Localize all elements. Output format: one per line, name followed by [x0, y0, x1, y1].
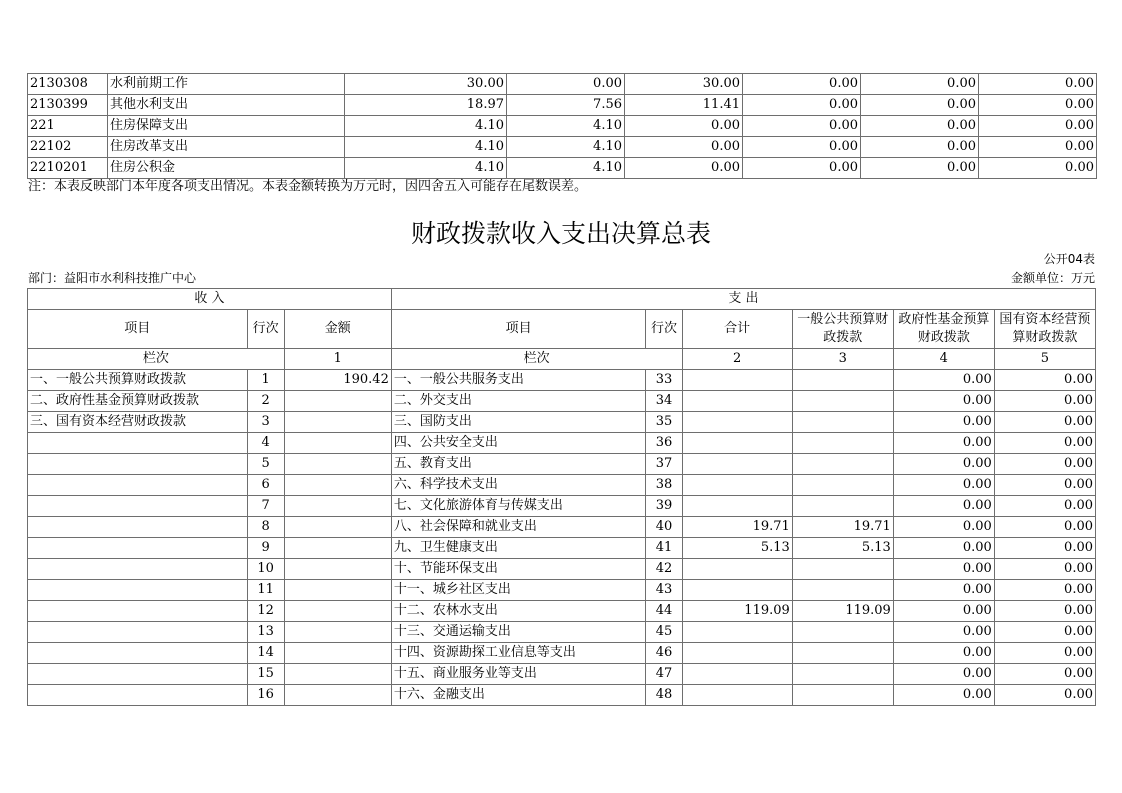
amount-cell: 0.00	[861, 74, 979, 95]
income-item	[28, 454, 248, 475]
gov-fund-amount: 0.00	[893, 475, 994, 496]
income-amount	[284, 517, 391, 538]
expense-line-no: 34	[646, 391, 682, 412]
state-capital-amount: 0.00	[994, 664, 1095, 685]
table-row	[28, 622, 1096, 643]
gov-fund-amount: 0.00	[893, 412, 994, 433]
general-budget-amount: 19.71	[792, 517, 893, 538]
table-row	[28, 475, 1096, 496]
department-label: 部门：益阳市水利科技推广中心	[28, 271, 197, 285]
income-item	[28, 433, 248, 454]
income-line-no: 11	[247, 580, 284, 601]
expense-item: 八、社会保障和就业支出	[391, 517, 646, 538]
general-budget-amount	[792, 622, 893, 643]
subject-name: 住房改革支出	[108, 137, 345, 158]
income-item	[28, 475, 248, 496]
table-row	[28, 559, 1096, 580]
expense-item: 十、节能环保支出	[391, 559, 646, 580]
expense-line-no-header: 行次	[646, 310, 682, 349]
total-amount	[682, 496, 792, 517]
expense-item: 十二、农林水支出	[391, 601, 646, 622]
table-row	[28, 137, 1097, 158]
header-row-sections	[28, 289, 1096, 310]
income-line-no: 1	[247, 370, 284, 391]
expense-item: 十五、商业服务业等支出	[391, 664, 646, 685]
expense-line-no: 35	[646, 412, 682, 433]
table-row	[28, 95, 1097, 116]
expense-line-no: 45	[646, 622, 682, 643]
amount-cell: 4.10	[345, 116, 507, 137]
state-capital-amount: 0.00	[994, 370, 1095, 391]
amount-cell: 0.00	[625, 137, 743, 158]
expense-item: 十三、交通运输支出	[391, 622, 646, 643]
income-line-no: 3	[247, 412, 284, 433]
state-capital-amount: 0.00	[994, 580, 1095, 601]
total-amount: 19.71	[682, 517, 792, 538]
income-line-no: 10	[247, 559, 284, 580]
amount-cell: 0.00	[979, 95, 1097, 116]
gov-fund-header: 政府性基金预算财政拨款	[893, 310, 994, 349]
income-item	[28, 517, 248, 538]
subject-code: 22102	[28, 137, 108, 158]
expense-item: 四、公共安全支出	[391, 433, 646, 454]
state-capital-amount: 0.00	[994, 643, 1095, 664]
state-capital-amount: 0.00	[994, 454, 1095, 475]
table-row	[28, 74, 1097, 95]
total-amount	[682, 622, 792, 643]
subject-code: 221	[28, 116, 108, 137]
amount-cell: 0.00	[861, 116, 979, 137]
gov-fund-amount: 0.00	[893, 538, 994, 559]
income-amount: 190.42	[284, 370, 391, 391]
income-item	[28, 664, 248, 685]
expense-line-no: 37	[646, 454, 682, 475]
expense-item: 七、文化旅游体育与传媒支出	[391, 496, 646, 517]
gov-fund-amount: 0.00	[893, 391, 994, 412]
income-amount	[284, 685, 391, 706]
total-header: 合计	[682, 310, 792, 349]
amount-cell: 0.00	[979, 74, 1097, 95]
expense-line-no: 42	[646, 559, 682, 580]
general-budget-amount: 5.13	[792, 538, 893, 559]
income-item	[28, 580, 248, 601]
subject-name: 其他水利支出	[108, 95, 345, 116]
total-amount	[682, 643, 792, 664]
table-row	[28, 643, 1096, 664]
total-amount: 5.13	[682, 538, 792, 559]
table-row	[28, 391, 1096, 412]
general-budget-amount	[792, 370, 893, 391]
summary-table-body	[28, 289, 1096, 706]
general-budget-amount	[792, 454, 893, 475]
income-amount	[284, 475, 391, 496]
income-item: 一、一般公共预算财政拨款	[28, 370, 248, 391]
amount-cell: 30.00	[345, 74, 507, 95]
amount-cell: 30.00	[625, 74, 743, 95]
total-amount	[682, 685, 792, 706]
amount-cell: 0.00	[861, 158, 979, 179]
col-index-3: 3	[792, 349, 893, 370]
general-budget-amount	[792, 643, 893, 664]
gov-fund-amount: 0.00	[893, 643, 994, 664]
total-amount: 119.09	[682, 601, 792, 622]
total-amount	[682, 475, 792, 496]
income-line-no: 2	[247, 391, 284, 412]
amount-cell: 0.00	[743, 158, 861, 179]
amount-cell: 4.10	[507, 137, 625, 158]
table-row	[28, 601, 1096, 622]
general-budget-amount: 119.09	[792, 601, 893, 622]
income-amount	[284, 559, 391, 580]
income-line-no: 5	[247, 454, 284, 475]
gov-fund-amount: 0.00	[893, 580, 994, 601]
expense-item: 十四、资源勘探工业信息等支出	[391, 643, 646, 664]
subject-name: 住房公积金	[108, 158, 345, 179]
amount-cell: 0.00	[743, 95, 861, 116]
amount-cell: 4.10	[507, 116, 625, 137]
expense-line-no: 40	[646, 517, 682, 538]
expenditure-detail-body	[28, 74, 1097, 179]
expense-item-header: 项目	[391, 310, 646, 349]
gov-fund-amount: 0.00	[893, 685, 994, 706]
gov-fund-amount: 0.00	[893, 433, 994, 454]
amount-cell: 0.00	[861, 95, 979, 116]
total-amount	[682, 580, 792, 601]
gov-fund-amount: 0.00	[893, 559, 994, 580]
expense-item: 五、教育支出	[391, 454, 646, 475]
income-line-no: 6	[247, 475, 284, 496]
col-index-5: 5	[994, 349, 1095, 370]
expense-line-no: 44	[646, 601, 682, 622]
subject-name: 水利前期工作	[108, 74, 345, 95]
form-code: 公开04表	[1043, 252, 1095, 266]
income-item	[28, 601, 248, 622]
gov-fund-amount: 0.00	[893, 496, 994, 517]
amount-cell: 0.00	[743, 74, 861, 95]
income-col-label: 栏次	[28, 349, 285, 370]
table-row	[28, 433, 1096, 454]
state-capital-header: 国有资本经营预算财政拨款	[994, 310, 1095, 349]
col-index-1: 1	[284, 349, 391, 370]
income-item	[28, 496, 248, 517]
income-amount	[284, 433, 391, 454]
table-row	[28, 116, 1097, 137]
header-row-column-index	[28, 349, 1096, 370]
expenditure-detail-table	[27, 73, 1097, 179]
subject-code: 2130399	[28, 95, 108, 116]
table-row	[28, 580, 1096, 601]
expense-line-no: 43	[646, 580, 682, 601]
income-line-no-header: 行次	[247, 310, 284, 349]
state-capital-amount: 0.00	[994, 622, 1095, 643]
state-capital-amount: 0.00	[994, 517, 1095, 538]
expense-item: 九、卫生健康支出	[391, 538, 646, 559]
amount-cell: 11.41	[625, 95, 743, 116]
table-row	[28, 538, 1096, 559]
amount-cell: 0.00	[625, 158, 743, 179]
income-amount	[284, 580, 391, 601]
income-line-no: 14	[247, 643, 284, 664]
income-item	[28, 559, 248, 580]
general-budget-amount	[792, 580, 893, 601]
income-amount	[284, 454, 391, 475]
table-note: 注：本表反映部门本年度各项支出情况。本表金额转换为万元时，因四舍五入可能存在尾数误差。	[28, 179, 588, 194]
amount-cell: 18.97	[345, 95, 507, 116]
state-capital-amount: 0.00	[994, 412, 1095, 433]
expense-line-no: 36	[646, 433, 682, 454]
expense-item: 十六、金融支出	[391, 685, 646, 706]
expense-line-no: 38	[646, 475, 682, 496]
expense-item: 三、国防支出	[391, 412, 646, 433]
general-budget-amount	[792, 475, 893, 496]
state-capital-amount: 0.00	[994, 601, 1095, 622]
total-amount	[682, 559, 792, 580]
col-index-2: 2	[682, 349, 792, 370]
state-capital-amount: 0.00	[994, 559, 1095, 580]
expense-line-no: 41	[646, 538, 682, 559]
income-item	[28, 622, 248, 643]
gov-fund-amount: 0.00	[893, 454, 994, 475]
amount-cell: 0.00	[979, 158, 1097, 179]
income-amount	[284, 664, 391, 685]
gov-fund-amount: 0.00	[893, 622, 994, 643]
amount-cell: 0.00	[625, 116, 743, 137]
income-amount	[284, 601, 391, 622]
general-budget-amount	[792, 391, 893, 412]
page-title: 财政拨款收入支出决算总表	[410, 219, 711, 248]
expense-col-label: 栏次	[391, 349, 682, 370]
table-row	[28, 664, 1096, 685]
income-amount	[284, 538, 391, 559]
income-line-no: 13	[247, 622, 284, 643]
subject-code: 2210201	[28, 158, 108, 179]
unit-label: 金额单位：万元	[1010, 271, 1095, 285]
income-line-no: 8	[247, 517, 284, 538]
expense-header: 支 出	[391, 289, 1095, 310]
total-amount	[682, 412, 792, 433]
table-row	[28, 685, 1096, 706]
table-row	[28, 412, 1096, 433]
income-item: 三、国有资本经营财政拨款	[28, 412, 248, 433]
state-capital-amount: 0.00	[994, 538, 1095, 559]
income-line-no: 15	[247, 664, 284, 685]
gov-fund-amount: 0.00	[893, 664, 994, 685]
state-capital-amount: 0.00	[994, 685, 1095, 706]
table-row	[28, 454, 1096, 475]
gov-fund-amount: 0.00	[893, 601, 994, 622]
income-line-no: 16	[247, 685, 284, 706]
subject-name: 住房保障支出	[108, 116, 345, 137]
expense-line-no: 47	[646, 664, 682, 685]
subject-code: 2130308	[28, 74, 108, 95]
amount-cell: 0.00	[743, 137, 861, 158]
state-capital-amount: 0.00	[994, 391, 1095, 412]
general-budget-amount	[792, 559, 893, 580]
income-item: 二、政府性基金预算财政拨款	[28, 391, 248, 412]
general-budget-amount	[792, 433, 893, 454]
income-amount	[284, 496, 391, 517]
amount-cell: 0.00	[743, 116, 861, 137]
expense-item: 一、一般公共服务支出	[391, 370, 646, 391]
expense-line-no: 39	[646, 496, 682, 517]
total-amount	[682, 370, 792, 391]
table-row	[28, 370, 1096, 391]
header-row-columns	[28, 310, 1096, 349]
table-row	[28, 158, 1097, 179]
total-amount	[682, 454, 792, 475]
income-amount	[284, 391, 391, 412]
income-line-no: 9	[247, 538, 284, 559]
gov-fund-amount: 0.00	[893, 517, 994, 538]
income-amount-header: 金额	[284, 310, 391, 349]
state-capital-amount: 0.00	[994, 475, 1095, 496]
summary-table	[27, 288, 1096, 706]
income-item-header: 项目	[28, 310, 248, 349]
income-item	[28, 685, 248, 706]
general-budget-amount	[792, 685, 893, 706]
income-amount	[284, 412, 391, 433]
income-amount	[284, 622, 391, 643]
expense-item: 六、科学技术支出	[391, 475, 646, 496]
amount-cell: 4.10	[345, 137, 507, 158]
amount-cell: 0.00	[507, 74, 625, 95]
expense-line-no: 46	[646, 643, 682, 664]
state-capital-amount: 0.00	[994, 496, 1095, 517]
expense-line-no: 33	[646, 370, 682, 391]
expense-item: 二、外交支出	[391, 391, 646, 412]
amount-cell: 0.00	[861, 137, 979, 158]
general-budget-header: 一般公共预算财政拨款	[792, 310, 893, 349]
income-line-no: 4	[247, 433, 284, 454]
income-header: 收 入	[28, 289, 392, 310]
total-amount	[682, 433, 792, 454]
amount-cell: 4.10	[507, 158, 625, 179]
general-budget-amount	[792, 496, 893, 517]
income-amount	[284, 643, 391, 664]
total-amount	[682, 664, 792, 685]
gov-fund-amount: 0.00	[893, 370, 994, 391]
income-line-no: 7	[247, 496, 284, 517]
expense-item: 十一、城乡社区支出	[391, 580, 646, 601]
general-budget-amount	[792, 664, 893, 685]
expense-line-no: 48	[646, 685, 682, 706]
amount-cell: 0.00	[979, 116, 1097, 137]
state-capital-amount: 0.00	[994, 433, 1095, 454]
income-item	[28, 538, 248, 559]
total-amount	[682, 391, 792, 412]
general-budget-amount	[792, 412, 893, 433]
amount-cell: 7.56	[507, 95, 625, 116]
amount-cell: 0.00	[979, 137, 1097, 158]
col-index-4: 4	[893, 349, 994, 370]
income-item	[28, 643, 248, 664]
income-line-no: 12	[247, 601, 284, 622]
table-row	[28, 517, 1096, 538]
amount-cell: 4.10	[345, 158, 507, 179]
table-row	[28, 496, 1096, 517]
